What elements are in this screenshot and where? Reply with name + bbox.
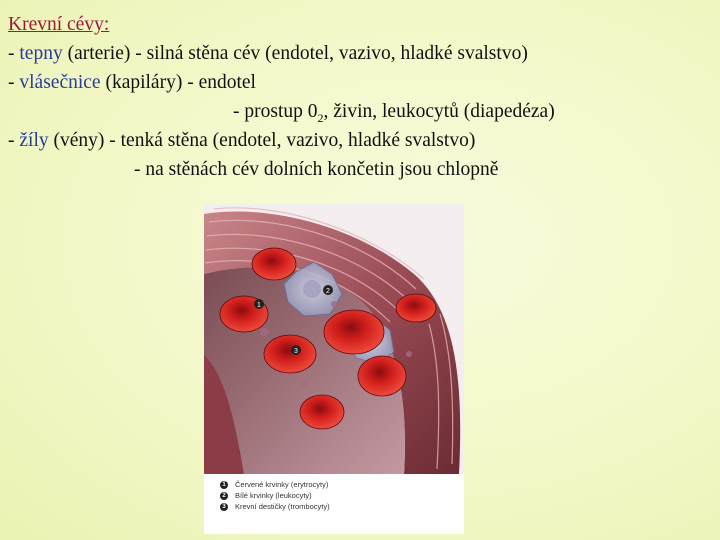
legend-number: 3 [220, 503, 228, 511]
veins-detail-line [8, 155, 555, 184]
legend-number: 1 [220, 481, 228, 489]
arteries-text: (arterie) - silná stěna cév (endotel, vazivo, hladké svalstvo) [62, 43, 528, 64]
blood-vessel-figure [204, 204, 464, 534]
keyword-arteries: tepny [19, 43, 63, 64]
slide-title: Krevní cévy: [8, 14, 110, 35]
keyword-capillaries: vlásečnice [19, 72, 101, 93]
capillaries-detail-sub: 2 [317, 110, 324, 125]
legend-number: 2 [220, 492, 228, 500]
marker-2: 2 [326, 288, 330, 295]
legend-item [220, 490, 330, 501]
legend-label: Červené krvinky (erytrocyty) [235, 480, 329, 489]
capillaries-detail-line [8, 97, 555, 126]
keyword-veins: žíly [19, 130, 49, 151]
marker-1: 1 [257, 302, 261, 309]
arteries-line [8, 39, 555, 68]
slide-text [8, 10, 555, 184]
veins-detail-text: - na stěnách cév dolních končetin jsou chlopně [134, 159, 499, 180]
marker-3: 3 [294, 348, 298, 355]
bullet: - [8, 43, 20, 64]
capillaries-text: (kapiláry) - endotel [100, 72, 256, 93]
blood-vessel-illustration [204, 204, 464, 474]
capillaries-line [8, 68, 555, 97]
legend-item [220, 479, 330, 490]
legend-item [220, 501, 330, 512]
figure-legend [220, 479, 330, 512]
capillaries-detail-a: - prostup 0 [233, 101, 318, 122]
veins-line [8, 126, 555, 155]
bullet: - [8, 130, 20, 151]
legend-label: Bílé krvinky (leukocyty) [235, 491, 312, 500]
slide-title-line [8, 10, 555, 39]
bullet: - [8, 72, 20, 93]
capillaries-detail-b: , živin, leukocytů (diapedéza) [323, 101, 555, 122]
veins-text: (vény) - tenká stěna (endotel, vazivo, hladké svalstvo) [48, 130, 476, 151]
legend-label: Krevní destičky (trombocyty) [235, 502, 330, 511]
